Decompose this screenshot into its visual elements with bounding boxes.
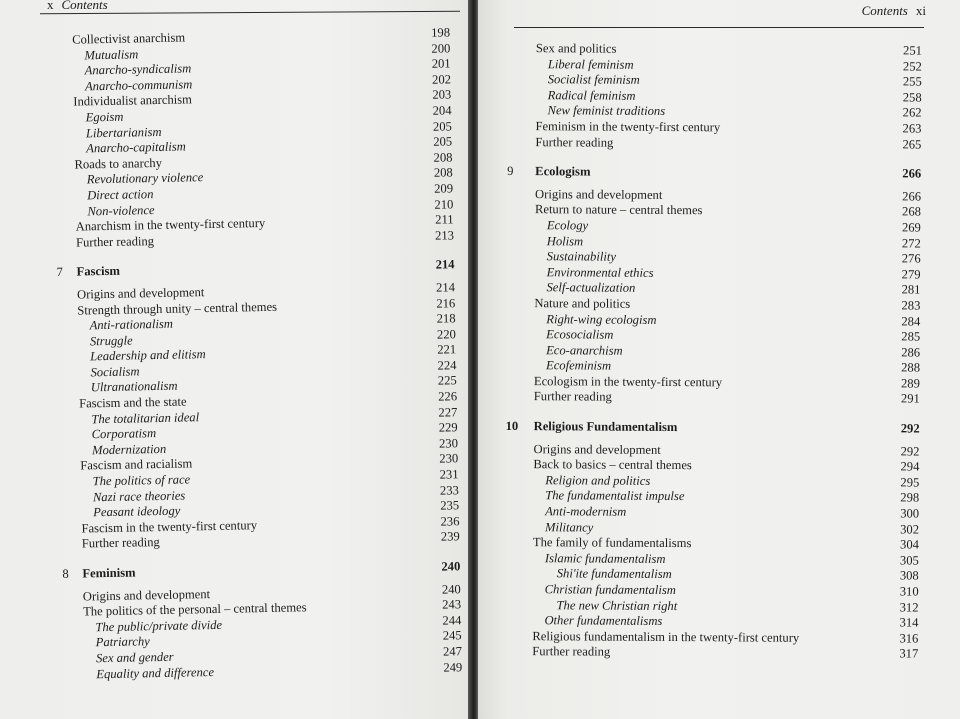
entry-title: Ultranationalism — [90, 379, 178, 395]
entry-page-number: 283 — [901, 298, 921, 313]
entry-page-number: 200 — [431, 40, 451, 56]
entry-title: Further reading — [535, 134, 614, 150]
entry-title: Shi'ite fundamentalism — [556, 566, 672, 582]
entry-title: The family of fundamentalisms — [532, 535, 692, 551]
entry-title: Back to basics – central themes — [533, 457, 692, 473]
entry-page-number: 235 — [440, 498, 460, 513]
entry-page-number: 286 — [901, 345, 921, 360]
entry-page-number: 247 — [442, 644, 463, 659]
entry-title: Origins and development — [82, 586, 211, 604]
entry-title: Egoism — [85, 109, 124, 125]
entry-title: Collectivist anarchism — [71, 30, 186, 47]
entry-title: Right-wing ecologism — [546, 311, 657, 327]
entry-title: Fascism — [76, 264, 121, 279]
entry-title: Religious Fundamentalism — [533, 419, 678, 435]
entry-page-number: 220 — [436, 326, 456, 342]
entry-page-number: 251 — [903, 43, 922, 58]
entry-page-number: 214 — [435, 257, 455, 272]
entry-page-number: 265 — [902, 136, 922, 152]
entry-page-number: 243 — [442, 597, 462, 612]
entry-title: Fascism and the state — [78, 394, 187, 411]
entry-page-number: 268 — [902, 204, 922, 219]
entry-title: The totalitarian ideal — [91, 409, 200, 426]
entry-title: Struggle — [89, 333, 133, 349]
right-running-title: Contents — [861, 3, 908, 18]
entry-page-number: 198 — [431, 25, 451, 40]
chapter-heading — [507, 164, 921, 182]
entry-title: Islamic fundamentalism — [544, 551, 666, 566]
entry-title: The public/private divide — [95, 617, 223, 635]
entry-page-number: 221 — [437, 342, 457, 357]
entry-title: Ecologism in the twenty-first century — [533, 374, 723, 390]
entry-page-number: 204 — [432, 103, 452, 118]
entry-page-number: 284 — [901, 313, 921, 329]
entry-title: Sex and gender — [95, 649, 174, 666]
right-running-head — [862, 3, 926, 19]
entry-title: Religion and politics — [545, 473, 651, 488]
entry-title: Self-actualization — [546, 280, 636, 296]
entry-title: Further reading — [81, 535, 160, 551]
entry-title: Origins and development — [533, 441, 661, 457]
entry-page-number: 225 — [437, 373, 457, 389]
entry-title: Sex and politics — [535, 41, 617, 56]
entry-title: Direct action — [86, 187, 154, 203]
chapter-number: 8 — [62, 566, 69, 581]
entry-title: The politics of the personal – central themes — [82, 600, 307, 619]
entry-page-number: 229 — [438, 420, 458, 435]
entry-title: Anti-rationalism — [89, 316, 174, 333]
entry-page-number: 289 — [900, 376, 920, 391]
entry-page-number: 272 — [901, 235, 921, 251]
entry-page-number: 292 — [900, 421, 920, 436]
left-page — [0, 0, 470, 719]
entry-title: Other fundamentalisms — [544, 613, 663, 629]
entry-page-number: 294 — [900, 459, 920, 474]
entry-page-number: 227 — [438, 404, 458, 420]
entry-page-number: 263 — [902, 121, 922, 136]
entry-page-number: 308 — [899, 568, 919, 583]
entry-title: Ecofeminism — [545, 358, 612, 373]
entry-title: Corporatism — [91, 426, 157, 442]
entry-title: The politics of race — [92, 472, 191, 489]
entry-title: Roads to anarchy — [74, 155, 163, 172]
entry-page-number: 316 — [899, 631, 919, 646]
entry-page-number: 269 — [901, 220, 921, 235]
entry-page-number: 208 — [433, 150, 453, 165]
entry-title: Strength through unity – central themes — [77, 299, 278, 318]
entry-title: Feminism in the twenty-first century — [535, 119, 721, 135]
entry-page-number: 262 — [902, 105, 922, 120]
entry-page-number: 298 — [900, 490, 920, 505]
chapter-number: 10 — [505, 419, 519, 434]
entry-page-number: 205 — [432, 118, 452, 134]
entry-title: Further reading — [75, 233, 155, 250]
entry-page-number: 240 — [441, 559, 461, 574]
entry-page-number: 245 — [442, 628, 462, 643]
entry-title: Further reading — [533, 389, 612, 405]
entry-page-number: 288 — [901, 360, 921, 375]
entry-page-number: 244 — [442, 613, 462, 628]
entry-page-number: 292 — [900, 444, 920, 459]
entry-page-number: 310 — [899, 584, 919, 599]
entry-page-number: 230 — [439, 451, 459, 467]
entry-title: Modernization — [91, 441, 167, 458]
entry-page-number: 230 — [438, 436, 459, 451]
entry-page-number: 291 — [900, 391, 920, 406]
right-page — [478, 0, 960, 719]
entry-title: Ecology — [546, 218, 589, 233]
entry-title: Ecologism — [535, 164, 591, 179]
entry-title: Environmental ethics — [546, 264, 654, 280]
entry-title: Revolutionary violence — [86, 170, 204, 187]
entry-page-number: 279 — [901, 267, 921, 282]
entry-title: Eco-anarchism — [546, 342, 623, 358]
entry-title: Return to nature – central themes — [534, 202, 703, 218]
entry-title: Fascism and racialism — [80, 456, 193, 473]
chapter-heading — [62, 559, 460, 582]
entry-title: Anarcho-communism — [84, 77, 193, 94]
entry-page-number: 281 — [901, 282, 921, 297]
left-contents-list — [52, 25, 462, 683]
entry-page-number: 239 — [440, 529, 460, 545]
entry-title: Equality and difference — [96, 664, 215, 681]
entry-title: New feminist traditions — [547, 103, 666, 119]
left-running-title: Contents — [61, 0, 108, 12]
entry-page-number: 209 — [434, 181, 454, 196]
entry-title: Sustainability — [546, 249, 616, 264]
entry-title: Individualist anarchism — [73, 92, 193, 109]
entry-title: Origins and development — [76, 285, 205, 302]
entry-page-number: 252 — [902, 59, 922, 74]
right-folio: xi — [915, 3, 926, 18]
entry-page-number: 208 — [433, 165, 453, 181]
right-header-rule — [514, 27, 924, 28]
entry-page-number: 205 — [433, 134, 453, 149]
entry-title: Radical feminism — [547, 88, 636, 103]
entry-page-number: 218 — [436, 311, 456, 326]
entry-page-number: 255 — [902, 74, 922, 89]
entry-title: The fundamentalist impulse — [545, 488, 685, 504]
entry-page-number: 312 — [899, 599, 919, 615]
entry-page-number: 314 — [899, 615, 919, 630]
entry-title: Leadership and elitism — [90, 347, 206, 364]
right-contents-list — [504, 41, 922, 662]
chapter-heading — [56, 258, 454, 281]
entry-page-number: 266 — [902, 189, 922, 204]
entry-title: Socialism — [90, 364, 140, 380]
entry-title: Anarchism in the twenty-first century — [75, 216, 266, 234]
entry-title: Nature and politics — [534, 296, 631, 311]
entry-page-number: 304 — [899, 537, 919, 552]
entry-page-number: 201 — [431, 56, 451, 71]
entry-page-number: 236 — [440, 514, 460, 529]
left-running-head — [47, 0, 108, 13]
entry-page-number: 300 — [900, 506, 920, 521]
entry-title: Further reading — [532, 644, 611, 660]
entry-title: Feminism — [82, 565, 136, 581]
entry-page-number: 317 — [899, 646, 919, 661]
section-entry — [507, 135, 921, 153]
entry-title: Religious fundamentalism in the twenty-first century — [532, 628, 800, 645]
entry-title: Nazi race theories — [92, 488, 186, 504]
entry-page-number: 295 — [900, 475, 920, 490]
entry-page-number: 203 — [432, 87, 452, 103]
chapter-number: 7 — [56, 265, 64, 280]
left-folio: x — [47, 0, 54, 12]
entry-page-number: 202 — [431, 72, 452, 87]
entry-title: Peasant ideology — [93, 503, 181, 520]
entry-title: Militancy — [544, 519, 594, 535]
entry-title: Ecosocialism — [546, 327, 614, 342]
entry-title: Anarcho-syndicalism — [84, 61, 192, 78]
entry-title: Patriarchy — [95, 634, 150, 650]
entry-title: Libertarianism — [85, 124, 162, 140]
entry-title: Anti-modernism — [545, 504, 627, 519]
entry-page-number: 210 — [434, 196, 454, 212]
entry-title: Anarcho-capitalism — [86, 139, 186, 156]
entry-page-number: 240 — [441, 581, 461, 597]
chapter-heading — [506, 419, 920, 437]
entry-page-number: 224 — [437, 358, 457, 373]
entry-page-number: 285 — [901, 329, 921, 344]
section-entry — [506, 389, 920, 407]
entry-title: Non-violence — [87, 202, 155, 218]
entry-title: Mutualism — [84, 46, 139, 62]
entry-page-number: 249 — [443, 659, 463, 675]
entry-title: Fascism in the twenty-first century — [81, 517, 258, 536]
entry-title: Origins and development — [535, 186, 663, 202]
entry-page-number: 216 — [436, 295, 456, 311]
chapter-number: 9 — [507, 164, 514, 179]
entry-title: Christian fundamentalism — [544, 582, 676, 598]
entry-title: The new Christian right — [556, 597, 678, 613]
entry-page-number: 276 — [901, 251, 921, 266]
entry-title: Holism — [546, 233, 584, 248]
entry-page-number: 302 — [900, 522, 920, 537]
entry-page-number: 266 — [902, 166, 922, 181]
entry-page-number: 305 — [899, 553, 919, 568]
entry-page-number: 233 — [439, 482, 459, 498]
entry-page-number: 211 — [435, 212, 454, 227]
entry-page-number: 258 — [902, 90, 922, 105]
section-entry — [504, 644, 918, 662]
entry-page-number: 214 — [435, 280, 456, 295]
entry-title: Socialist feminism — [547, 72, 640, 87]
entry-page-number: 213 — [434, 228, 455, 243]
entry-page-number: 226 — [438, 389, 458, 404]
entry-title: Liberal feminism — [547, 56, 634, 72]
entry-page-number: 231 — [439, 467, 459, 482]
